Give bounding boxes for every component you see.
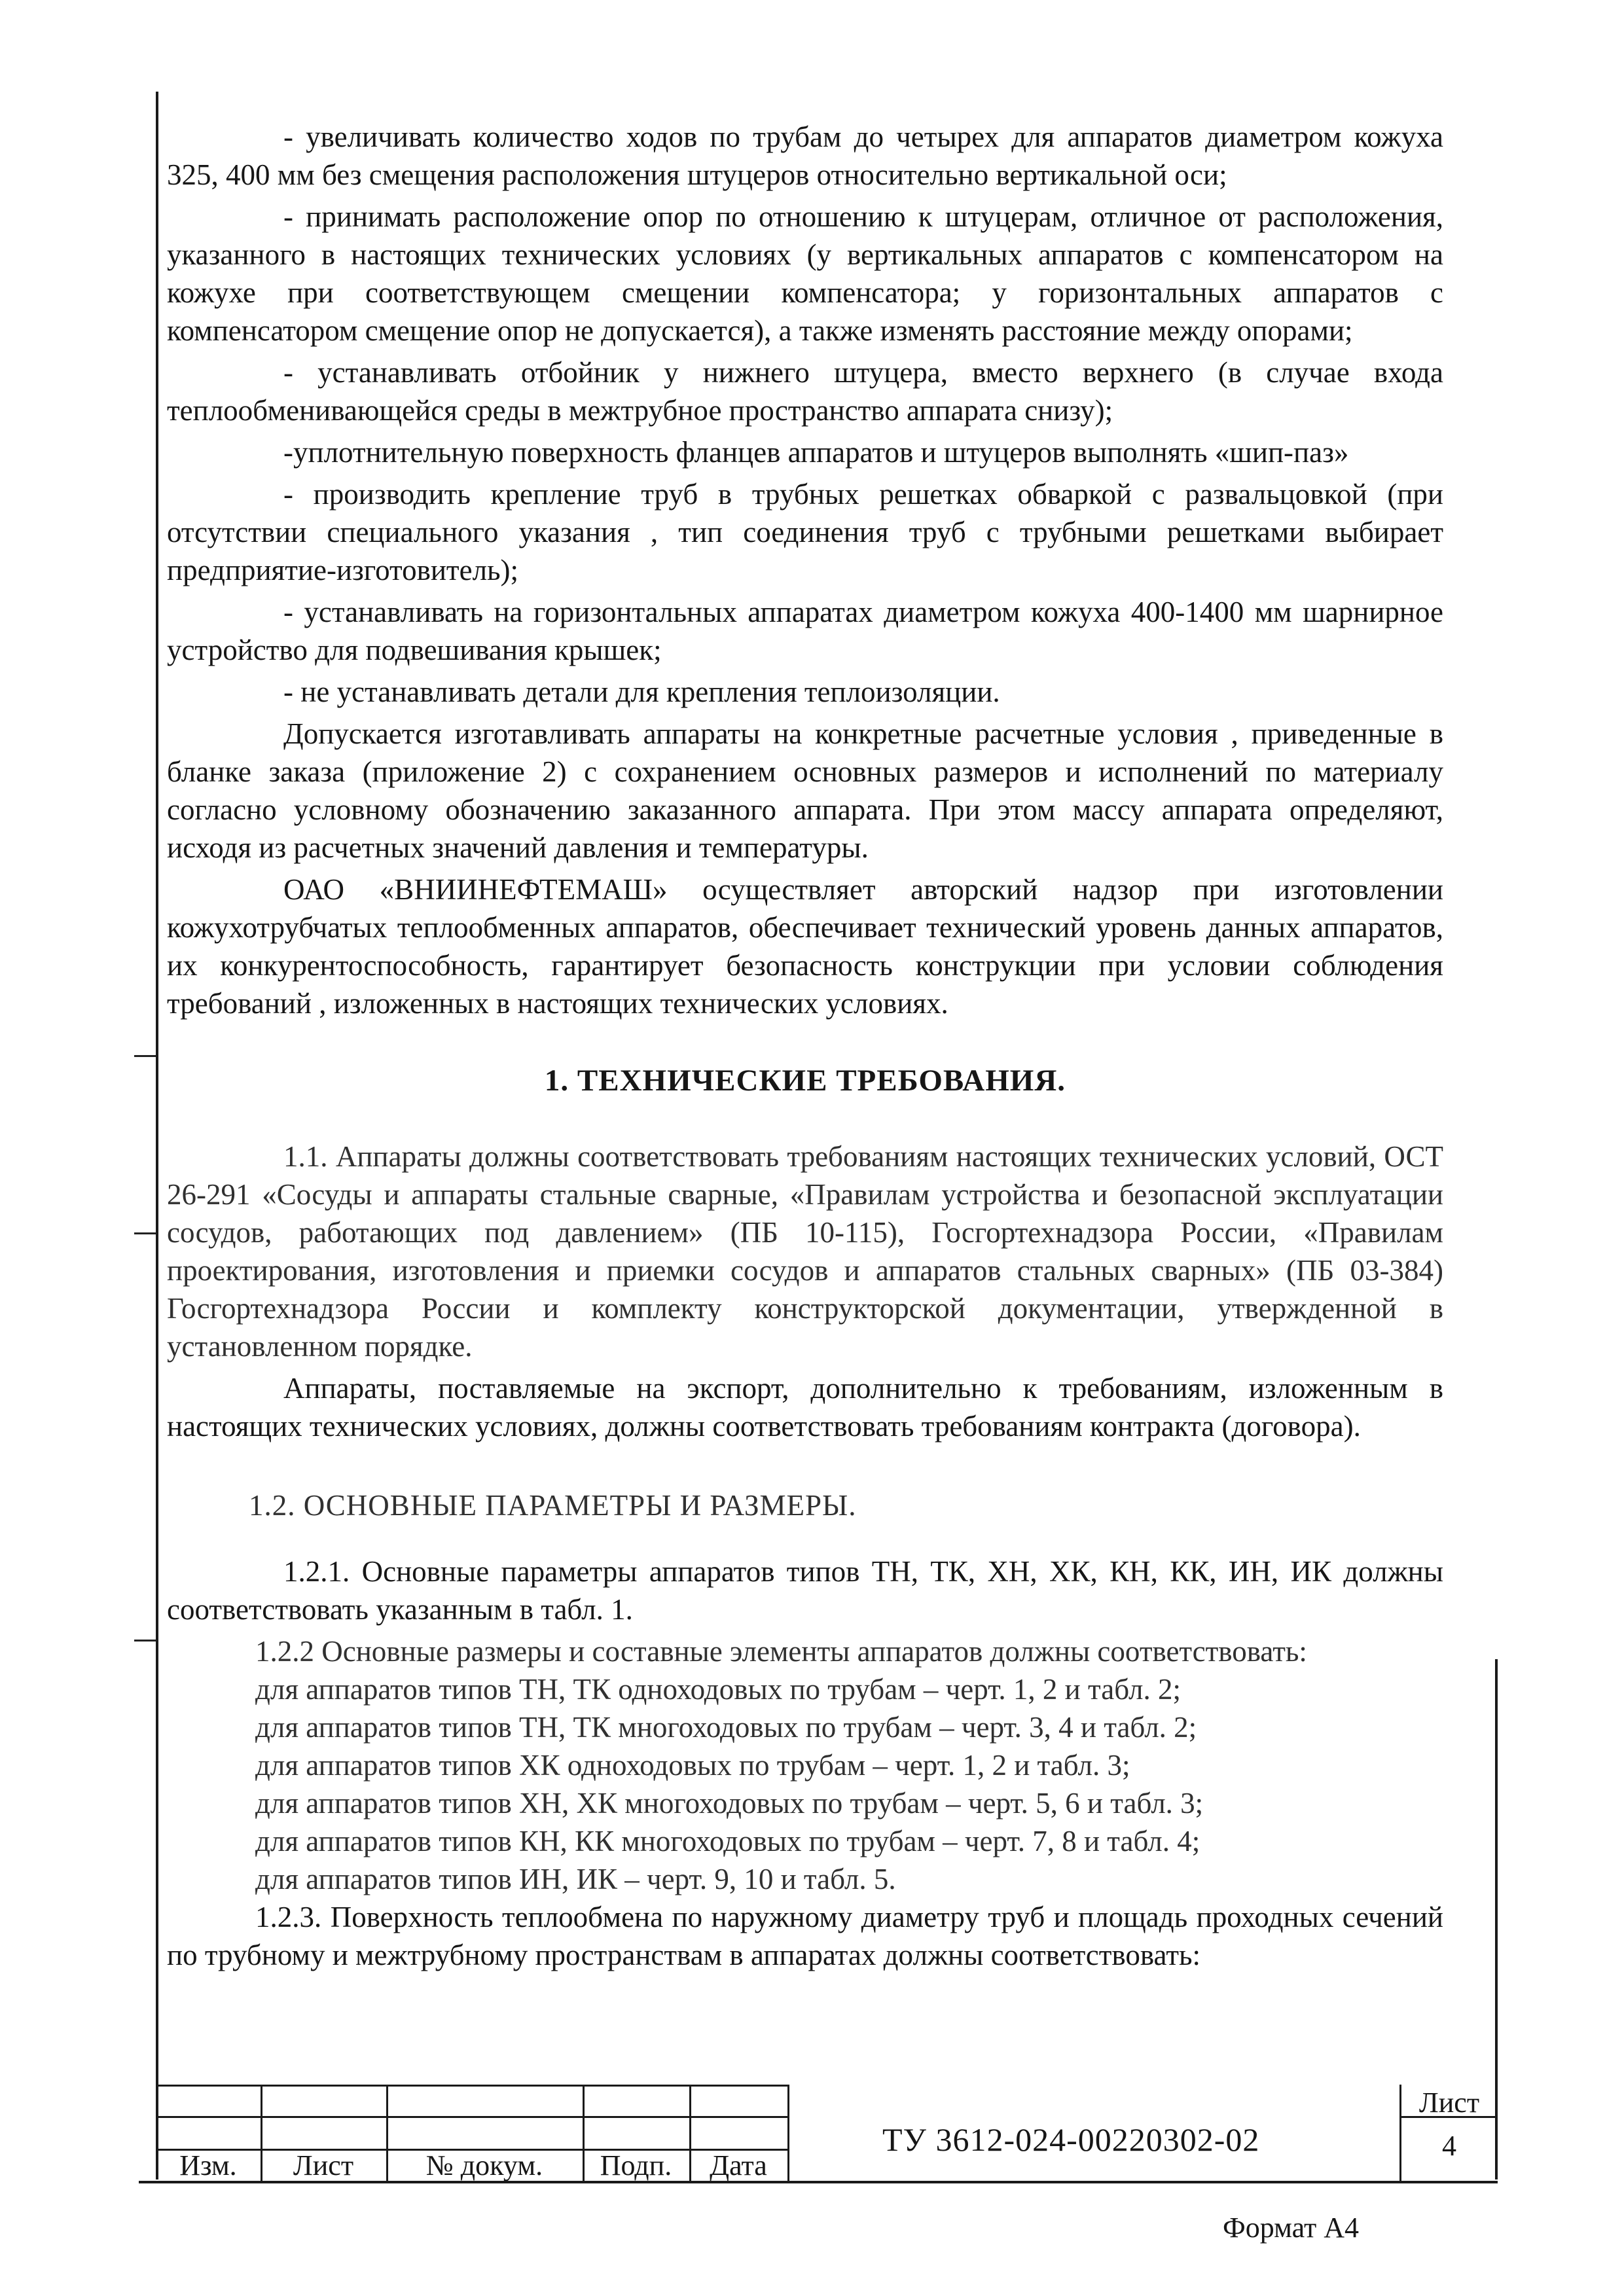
paragraph: - устанавливать отбойник у нижнего штуцера, вместо верхнего (в случае входа теплообменивающейся среды в межтрубное пространство аппарата снизу); <box>167 356 1443 427</box>
paragraph: 1.2.2 Основные размеры и составные элементы аппаратов должны соответствовать: <box>255 1635 1307 1668</box>
paragraph: ОАО «ВНИИНЕФТЕМАШ» осуществляет авторский надзор при изготовлении кожухотрубчатых теплообменных аппаратов, обеспечивает технический уровень данных аппаратов, их конкурентоспособность, гарантирует безопасность конструкции при условии соблюдения требований , изложенных в настоящих технических условиях. <box>167 873 1443 1020</box>
paragraph: - не устанавливать детали для крепления теплоизоляции. <box>283 675 1000 708</box>
column-label-izm: Изм. <box>179 2149 237 2181</box>
column-label-doc-number: № докум. <box>425 2149 543 2181</box>
paragraph: Аппараты, поставляемые на экспорт, дополнительно к требованиям, изложенным в настоящих технических условиях, должны соответствовать требованиям контракта (договора). <box>167 1372 1443 1443</box>
paragraph: 1.2.1. Основные параметры аппаратов типов ТН, ТК, ХН, ХК, КН, КК, ИН, ИК должны соответствовать указанным в табл. 1. <box>167 1555 1443 1626</box>
sheet-label: Лист <box>1418 2087 1480 2119</box>
grid-line <box>156 2085 787 2087</box>
paragraph: Допускается изготавливать аппараты на конкретные расчетные условия , приведенные в бланке заказа (приложение 2) с сохранением основных размеров и исполнений по материалу согласно условному обозначению заказанного аппарата. При этом массу аппарата определяют, исходя из расчетных значений давления и температуры. <box>167 717 1443 864</box>
paragraph: 1.1. Аппараты должны соответствовать требованиям настоящих технических условий, ОСТ 26-291 «Сосуды и аппараты стальные сварные, «Правилам устройства и безопасной эксплуатации сосудов, работающих под давлением» (ПБ 10-115), Госгортехнадзора России, «Правилам проектирования, изготовления и приемки сосудов и аппаратов стальных сварных» (ПБ 03-384) Госгортехнадзора России и комплекту конструкторской документации, утвержденной в установленном порядке. <box>167 1140 1443 1363</box>
column-label-list: Лист <box>293 2149 354 2181</box>
paragraph: 1.2.3. Поверхность теплообмена по наружному диаметру труб и площадь проходных сечений по трубному и межтрубному пространствам в аппаратах должны соответствовать: <box>167 1901 1443 1971</box>
list-item: для аппаратов типов ХК одноходовых по трубам – черт. 1, 2 и табл. 3; <box>255 1749 1130 1782</box>
title-block <box>156 2085 1495 2181</box>
grid-line <box>156 2116 787 2118</box>
list-item: для аппаратов типов ТН, ТК одноходовых по трубам – черт. 1, 2 и табл. 2; <box>255 1673 1181 1706</box>
document-code: ТУ 3612-024-00220302-02 <box>882 2121 1260 2158</box>
title-block-grid <box>156 2085 787 2181</box>
subsection-title: 1.2. ОСНОВНЫЕ ПАРАМЕТРЫ И РАЗМЕРЫ. <box>249 1489 857 1522</box>
paragraph: - увеличивать количество ходов по трубам до четырех для аппаратов диаметром кожуха 325, 400 мм без смещения расположения штуцеров относительно вертикальной оси; <box>167 120 1443 191</box>
list-item: для аппаратов типов ТН, ТК многоходовых по трубам – черт. 3, 4 и табл. 2; <box>255 1711 1197 1744</box>
paragraph: - устанавливать на горизонтальных аппаратах диаметром кожуха 400-1400 мм шарнирное устройство для подвешивания крышек; <box>167 596 1443 666</box>
column-label-signature: Подп. <box>600 2149 672 2181</box>
format-label: Формат А4 <box>1223 2212 1360 2244</box>
list-item: для аппаратов типов ИН, ИК – черт. 9, 10 и табл. 5. <box>255 1863 896 1895</box>
page-frame-left <box>156 92 158 2179</box>
edge-tick <box>134 1055 156 1057</box>
list-item: для аппаратов типов КН, КК многоходовых по трубам – черт. 7, 8 и табл. 4; <box>255 1825 1200 1857</box>
list-item: для аппаратов типов ХН, ХК многоходовых по трубам – черт. 5, 6 и табл. 3; <box>255 1787 1204 1820</box>
section-title: 1. ТЕХНИЧЕСКИЕ ТРЕБОВАНИЯ. <box>544 1064 1066 1098</box>
paragraph: - принимать расположение опор по отношению к штуцерам, отличное от расположения, указанного в настоящих технических условиях (у вертикальных аппаратов с компенсатором на кожухе при соответствующем смещении компенсатора; у горизонтальных аппаратов с компенсатором смещение опор не допускается), а также изменять расстояние между опорами; <box>167 200 1443 347</box>
paragraph: - производить крепление труб в трубных решетках обваркой с развальцовкой (при отсутствии специального указания , тип соединения труб с трубными решетками выбирает предприятие-изготовитель); <box>167 478 1443 586</box>
document-body <box>167 118 1443 1974</box>
sheet-number: 4 <box>1442 2130 1456 2162</box>
paragraph: -уплотнительную поверхность фланцев аппаратов и штуцеров выполнять «шип-паз» <box>283 436 1349 469</box>
sheet-box <box>1399 2085 1497 2181</box>
grid-line <box>787 2085 789 2181</box>
edge-tick <box>134 1640 156 1641</box>
edge-tick <box>134 1232 156 1234</box>
column-label-date: Дата <box>710 2149 767 2181</box>
